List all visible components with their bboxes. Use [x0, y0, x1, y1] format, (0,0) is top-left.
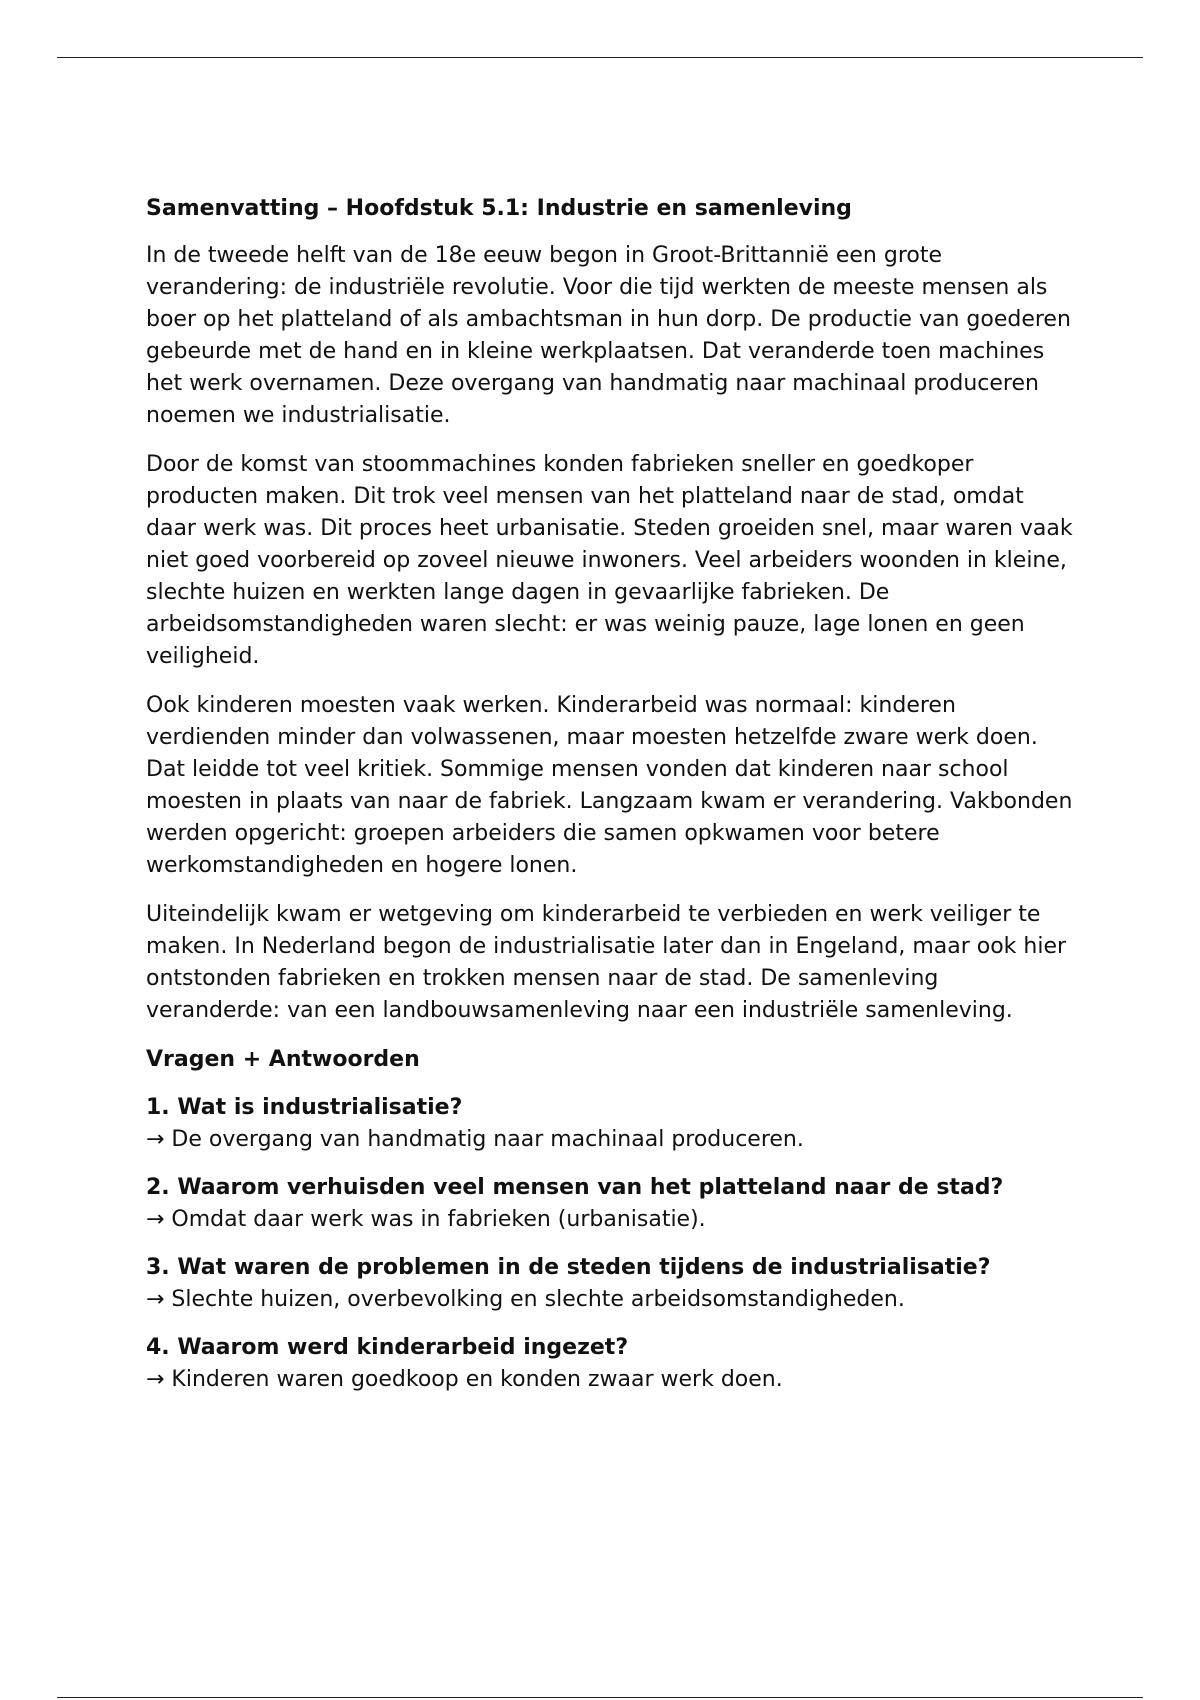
paragraph-2: Door de komst van stoommachines konden fabrieken sneller en goedkoper producten maken. Dit trok veel mensen van het platteland naar de stad, omdat daar werk was. Dit proces heet urbanisatie. Steden groeiden snel, maar waren vaak niet goed voorbereid op zoveel nieuwe inwoners. Veel arbeiders woonden in kleine, slechte huizen en werkten lange dagen in gevaarlijke fabrieken. De arbeidsomstandigheden waren slecht: er was weinig pauze, lage lonen en geen veiligheid. — [146, 452, 1073, 669]
qa-item-4 — [146, 1332, 1076, 1396]
answer-text: → Omdat daar werk was in fabrieken (urbanisatie). — [146, 1207, 706, 1232]
document-body — [146, 193, 1076, 1412]
paragraph-4: Uiteindelijk kwam er wetgeving om kinderarbeid te verbieden en werk veiliger te maken. In Nederland begon de industrialisatie later dan in Engeland, maar ook hier ontstonden fabrieken en trokken mensen naar de stad. De samenleving veranderde: van een landbouwsamenleving naar een industriële samenleving. — [146, 902, 1067, 1023]
answer-text: → Slechte huizen, overbevolking en slechte arbeidsomstandigheden. — [146, 1287, 905, 1312]
qa-item-1 — [146, 1092, 1076, 1156]
question-text: 1. Wat is industrialisatie? — [146, 1095, 463, 1120]
paragraph-1: In de tweede helft van de 18e eeuw begon in Groot-Brittannië een grote verandering: de industriële revolutie. Voor die tijd werkten de meeste mensen als boer op het platteland of als ambachtsman in hun dorp. De productie van goederen gebeurde met de hand en in kleine werkplaatsen. Dat veranderde toen machines het werk overnamen. Deze overgang van handmatig naar machinaal produceren noemen we industrialisatie. — [146, 243, 1071, 428]
footer-rule — [57, 1697, 1143, 1698]
qa-item-2 — [146, 1172, 1076, 1236]
document-title: Samenvatting – Hoofdstuk 5.1: Industrie en samenleving — [146, 196, 852, 221]
question-text: 4. Waarom werd kinderarbeid ingezet? — [146, 1335, 629, 1360]
question-text: 2. Waarom verhuisden veel mensen van het platteland naar de stad? — [146, 1175, 1004, 1200]
header-rule — [57, 57, 1143, 58]
answer-text: → De overgang van handmatig naar machinaal produceren. — [146, 1127, 804, 1152]
answer-text: → Kinderen waren goedkoop en konden zwaar werk doen. — [146, 1367, 783, 1392]
paragraph-3: Ook kinderen moesten vaak werken. Kinderarbeid was normaal: kinderen verdienden minder dan volwassenen, maar moesten hetzelfde zware werk doen. Dat leidde tot veel kritiek. Sommige mensen vonden dat kinderen naar school moesten in plaats van naar de fabriek. Langzaam kwam er verandering. Vakbonden werden opgericht: groepen arbeiders die samen opkwamen voor betere werkomstandigheden en hogere lonen. — [146, 693, 1073, 878]
qa-item-3 — [146, 1252, 1076, 1316]
question-text: 3. Wat waren de problemen in de steden tijdens de industrialisatie? — [146, 1255, 991, 1280]
qa-section-title: Vragen + Antwoorden — [146, 1047, 420, 1072]
